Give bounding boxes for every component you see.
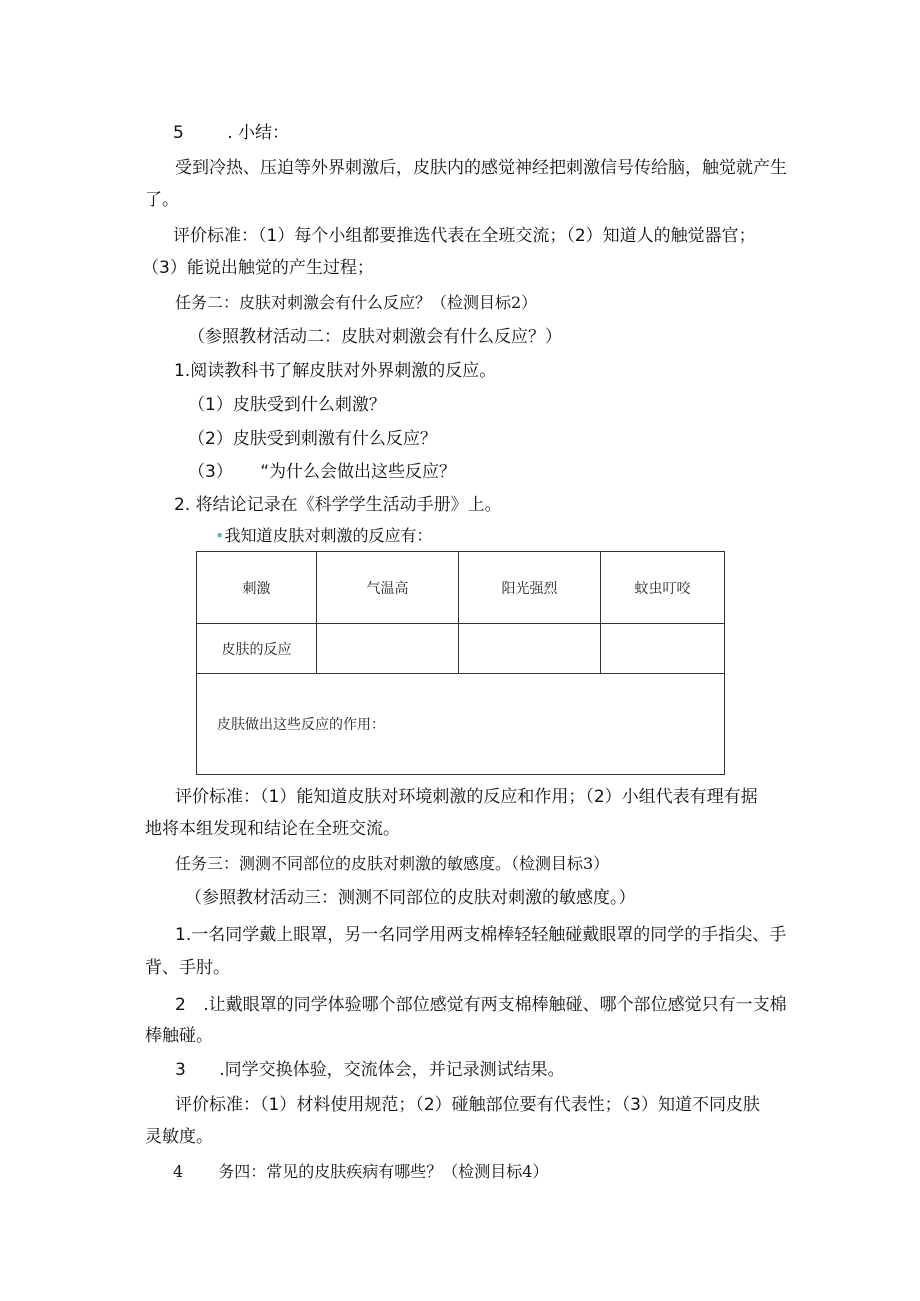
header-cell: 刺激 — [197, 552, 317, 624]
task-2-question-3 — [188, 461, 456, 483]
task-3-reference: （参照教材活动三：测测不同部位的皮肤对刺激的敏感度。） — [185, 888, 636, 908]
row-label-cell: 皮肤的反应 — [197, 624, 317, 674]
evaluation-1-line-1: 评价标准：（1）每个小组都要推选代表在全班交流；（2）知道人的触觉器官； — [173, 226, 756, 246]
question-3-text: “为什么会做出这些反应？ — [260, 462, 457, 482]
task-4-number: 4 — [173, 1162, 184, 1181]
step-3-text: .同学交换体验，交流体会，并记录测试结果。 — [219, 1060, 565, 1080]
bullet-icon: • — [215, 526, 225, 545]
section-label: . 小结： — [227, 123, 290, 143]
task-3-step-2-line-2: 棒触碰。 — [145, 1026, 213, 1046]
summary-line-2: 了。 — [145, 190, 179, 210]
step-3-number: 3 — [175, 1060, 186, 1080]
summary-line-1: 受到冷热、压迫等外界刺激后，皮肤内的感觉神经把刺激信号传给脑，触觉就产生 — [175, 158, 787, 178]
header-cell: 阳光强烈 — [459, 552, 601, 624]
header-cell: 气温高 — [317, 552, 459, 624]
table-intro-text: 我知道皮肤对刺激的反应有： — [224, 526, 433, 545]
task-4-text: 务四：常见的皮肤疾病有哪些？（检测目标4） — [218, 1162, 549, 1181]
answer-cell[interactable] — [317, 624, 459, 674]
step-2-text: .让戴眼罩的同学体验哪个部位感觉有两支棉棒触碰、哪个部位感觉只有一支棉 — [203, 995, 787, 1015]
evaluation-3-line-1: 评价标准：（1）材料使用规范；（2）碰触部位要有代表性；（3）知道不同皮肤 — [175, 1095, 760, 1115]
task-2-question-2: （2）皮肤受到刺激有什么反应？ — [188, 429, 437, 449]
task-3-step-2-line-1 — [175, 994, 787, 1016]
step-2-number: 2 — [175, 995, 186, 1015]
table-effect-row — [197, 674, 725, 775]
task-3-title: 任务三：测测不同部位的皮肤对刺激的敏感度。（检测目标3） — [175, 854, 610, 873]
section-5-heading — [173, 122, 289, 144]
answer-cell[interactable] — [601, 624, 725, 674]
task-2-title: 任务二：皮肤对刺激会有什么反应？（检测目标2） — [175, 293, 538, 312]
answer-cell[interactable] — [459, 624, 601, 674]
skin-reaction-table — [196, 551, 725, 775]
evaluation-2-line-1: 评价标准：（1）能知道皮肤对环境刺激的反应和作用；（2）小组代表有理有据 — [175, 787, 758, 807]
task-3-step-1-line-1: 1.一名同学戴上眼罩，另一名同学用两支棉棒轻轻触碰戴眼罩的同学的手指尖、手 — [175, 925, 787, 945]
table-reaction-row — [197, 624, 725, 674]
task-2-reference: （参照教材活动二：皮肤对刺激会有什么反应？） — [188, 327, 562, 347]
section-number: 5 — [173, 123, 184, 143]
evaluation-3-line-2: 灵敏度。 — [145, 1127, 213, 1147]
task-2-question-1: （1）皮肤受到什么刺激？ — [188, 395, 386, 415]
effect-cell[interactable]: 皮肤做出这些反应的作用： — [197, 674, 725, 775]
task-2-step-2: 2. 将结论记录在《科学学生活动手册》上。 — [174, 495, 502, 515]
table-header-row — [197, 552, 725, 624]
task-2-step-1: 1.阅读教科书了解皮肤对外界刺激的反应。 — [174, 361, 497, 381]
evaluation-1-line-2: （3）能说出触觉的产生过程； — [142, 258, 374, 278]
header-cell: 蚊虫叮咬 — [601, 552, 725, 624]
evaluation-2-line-2: 地将本组发现和结论在全班交流。 — [145, 819, 400, 839]
task-4-title — [173, 1161, 548, 1183]
task-3-step-3 — [175, 1059, 565, 1081]
task-3-step-1-line-2: 背、手肘。 — [145, 958, 230, 978]
question-3-number: （3） — [188, 462, 233, 482]
table-intro — [215, 525, 432, 547]
